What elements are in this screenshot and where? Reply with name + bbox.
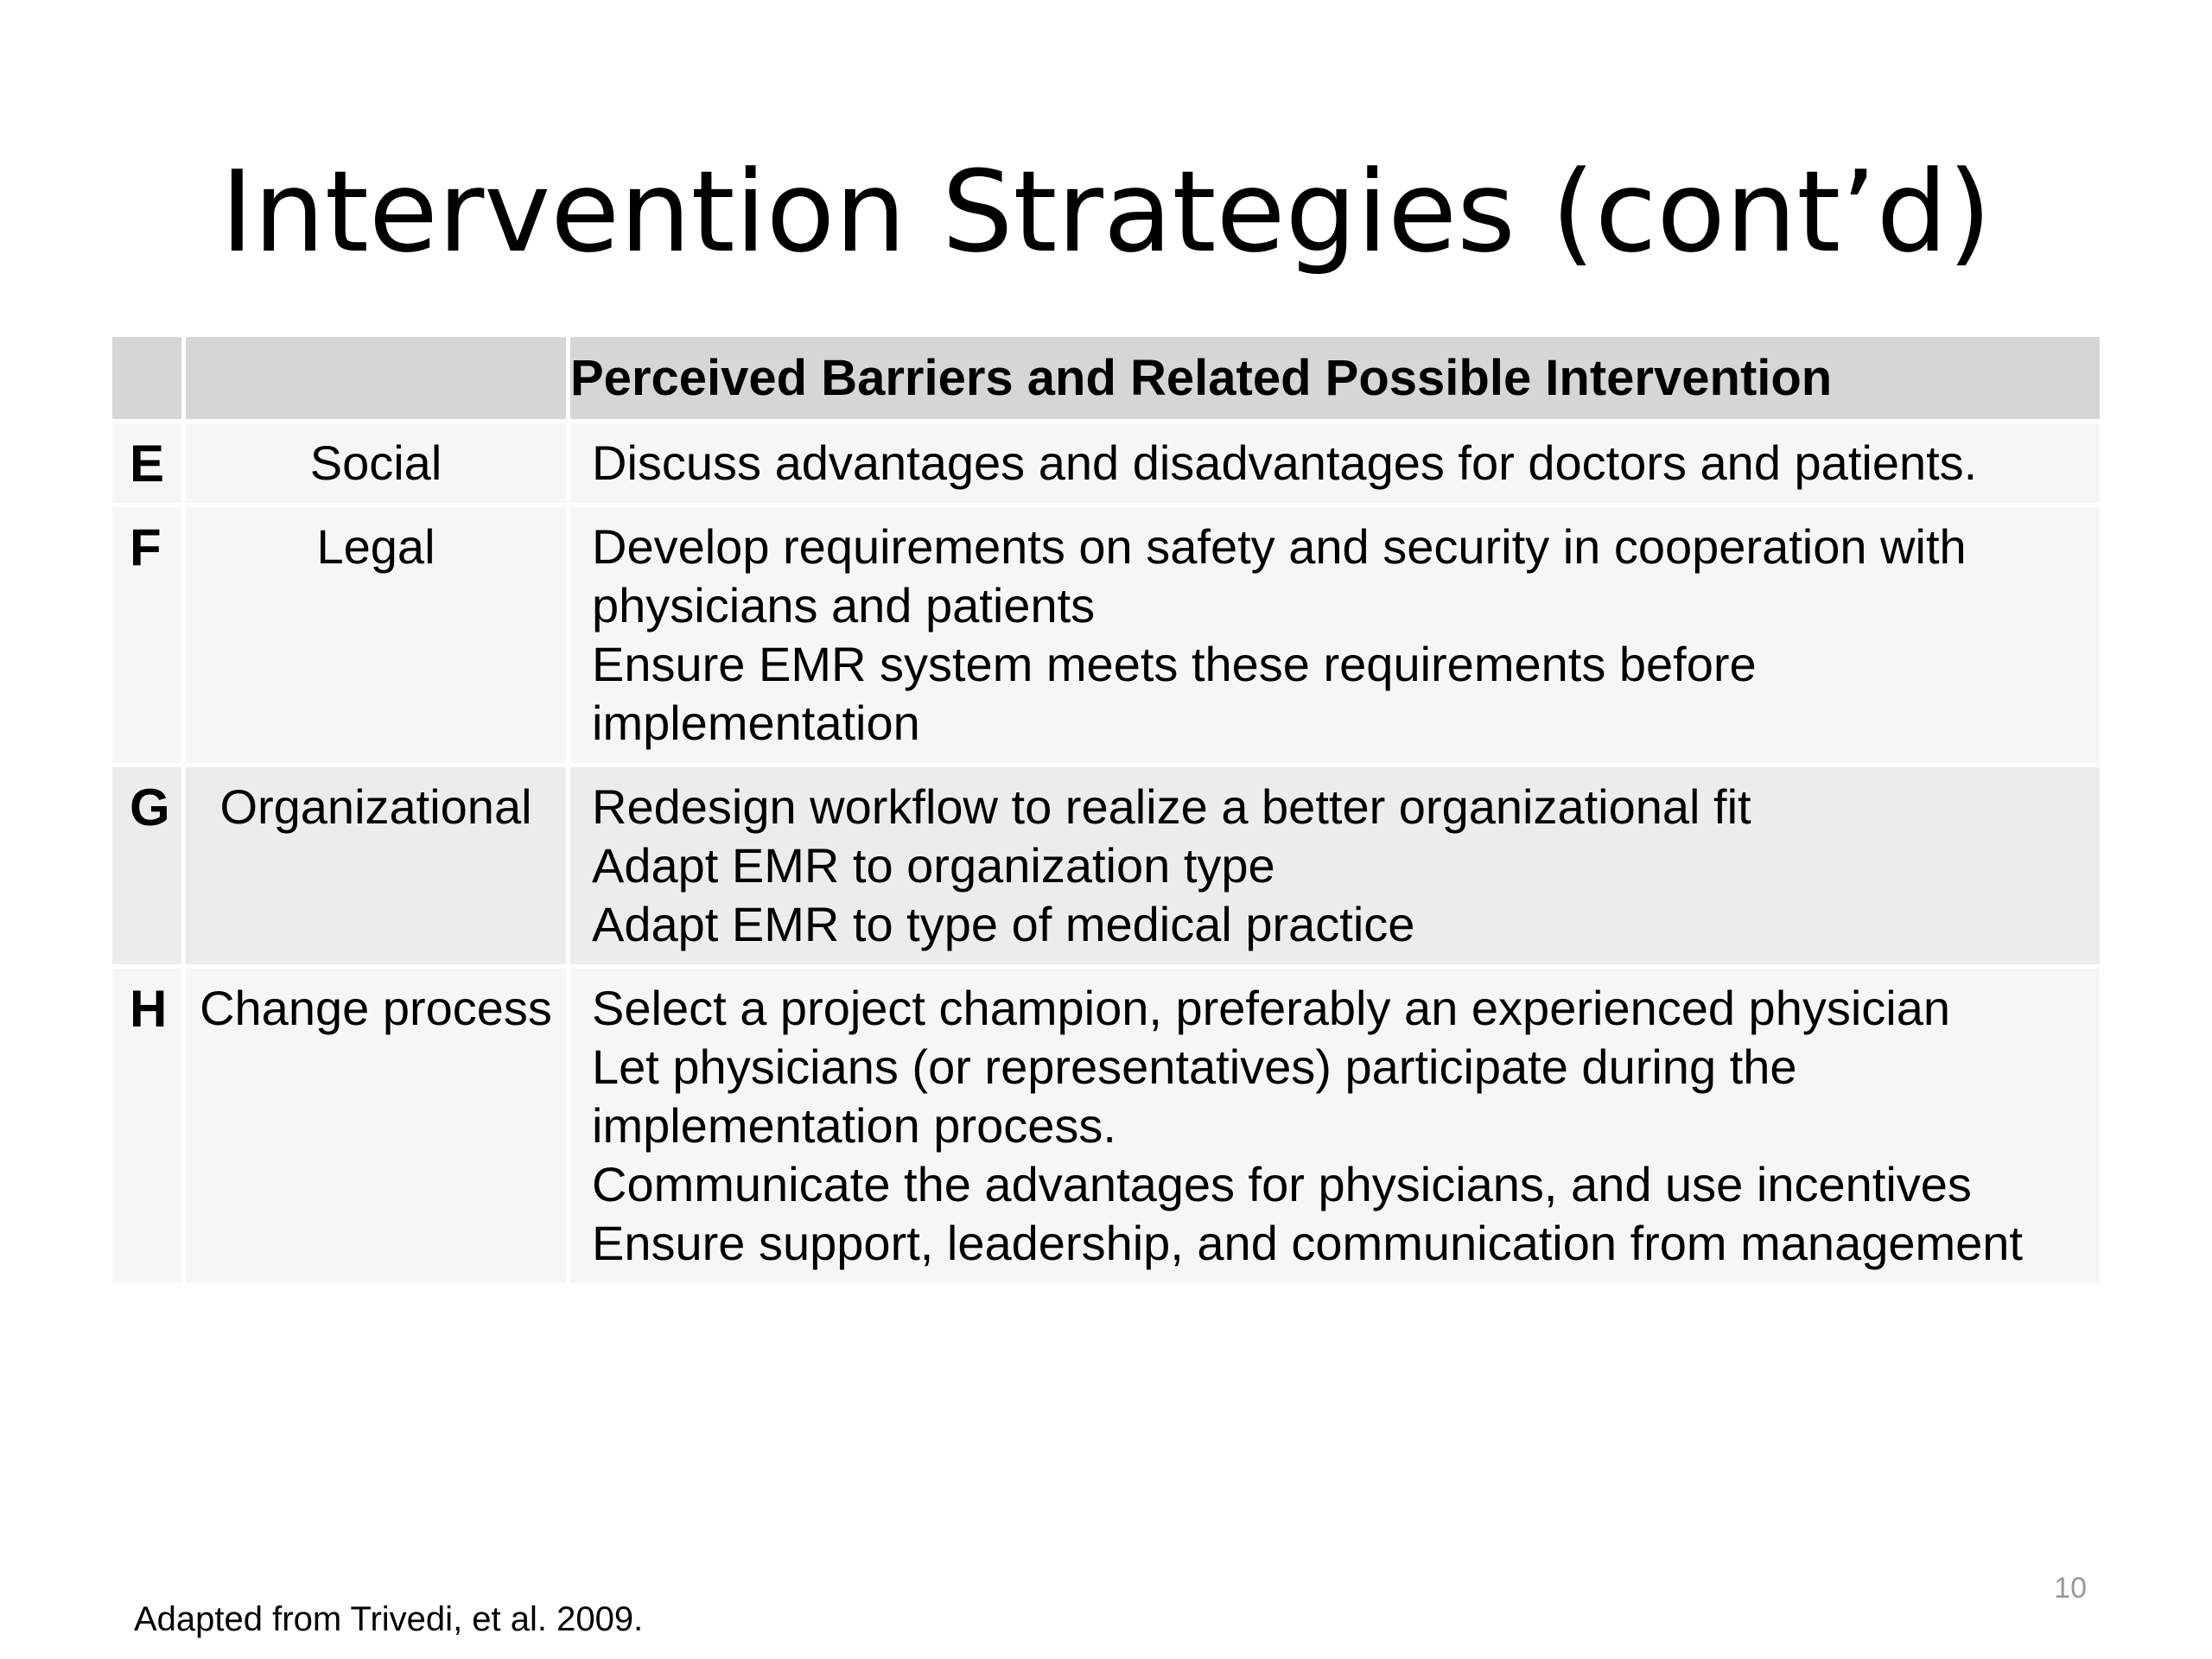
header-empty-letter-cell: [112, 337, 181, 419]
row-letter: F: [112, 507, 181, 763]
source-footnote: Adapted from Trivedi, et al. 2009.: [134, 1600, 644, 1638]
header-empty-category-cell: [186, 337, 566, 419]
row-letter: E: [112, 423, 181, 503]
row-description: [570, 969, 2100, 1283]
description-line: Communicate the advantages for physicians, and use incentives: [592, 1157, 1972, 1211]
row-description: [570, 423, 2100, 503]
description-line: Discuss advantages and disadvantages for doctors and patients.: [592, 435, 1978, 490]
row-category: Change process: [186, 969, 566, 1283]
table-row: [112, 969, 2100, 1283]
row-description: [570, 507, 2100, 763]
description-line: Redesign workflow to realize a better organizational fit: [592, 779, 1751, 834]
description-line: Ensure EMR system meets these requirements before implementation: [592, 637, 1757, 750]
description-line: Let physicians (or representatives) participate during the implementation process.: [592, 1039, 1797, 1153]
row-category: Organizational: [186, 767, 566, 964]
barriers-table-container: [112, 337, 2108, 1283]
row-letter: H: [112, 969, 181, 1283]
description-line: Select a project champion, preferably an experienced physician: [592, 981, 1951, 1035]
slide-title: Intervention Strategies (cont’d): [220, 146, 1992, 277]
table-header-row: [112, 337, 2100, 419]
barriers-table: [108, 333, 2104, 1287]
row-category: Legal: [186, 507, 566, 763]
table-row: [112, 507, 2100, 763]
description-line: Adapt EMR to type of medical practice: [592, 897, 1415, 951]
page-number: 10: [2054, 1572, 2087, 1605]
description-line: Adapt EMR to organization type: [592, 838, 1275, 893]
description-line: Develop requirements on safety and security in cooperation with physicians and patients: [592, 519, 1967, 632]
table-row: [112, 767, 2100, 964]
description-line: Ensure support, leadership, and communication from management: [592, 1216, 2023, 1270]
row-description: [570, 767, 2100, 964]
row-letter: G: [112, 767, 181, 964]
row-category: Social: [186, 423, 566, 503]
table-header: Perceived Barriers and Related Possible Intervention: [570, 337, 2100, 419]
table-row: [112, 423, 2100, 503]
